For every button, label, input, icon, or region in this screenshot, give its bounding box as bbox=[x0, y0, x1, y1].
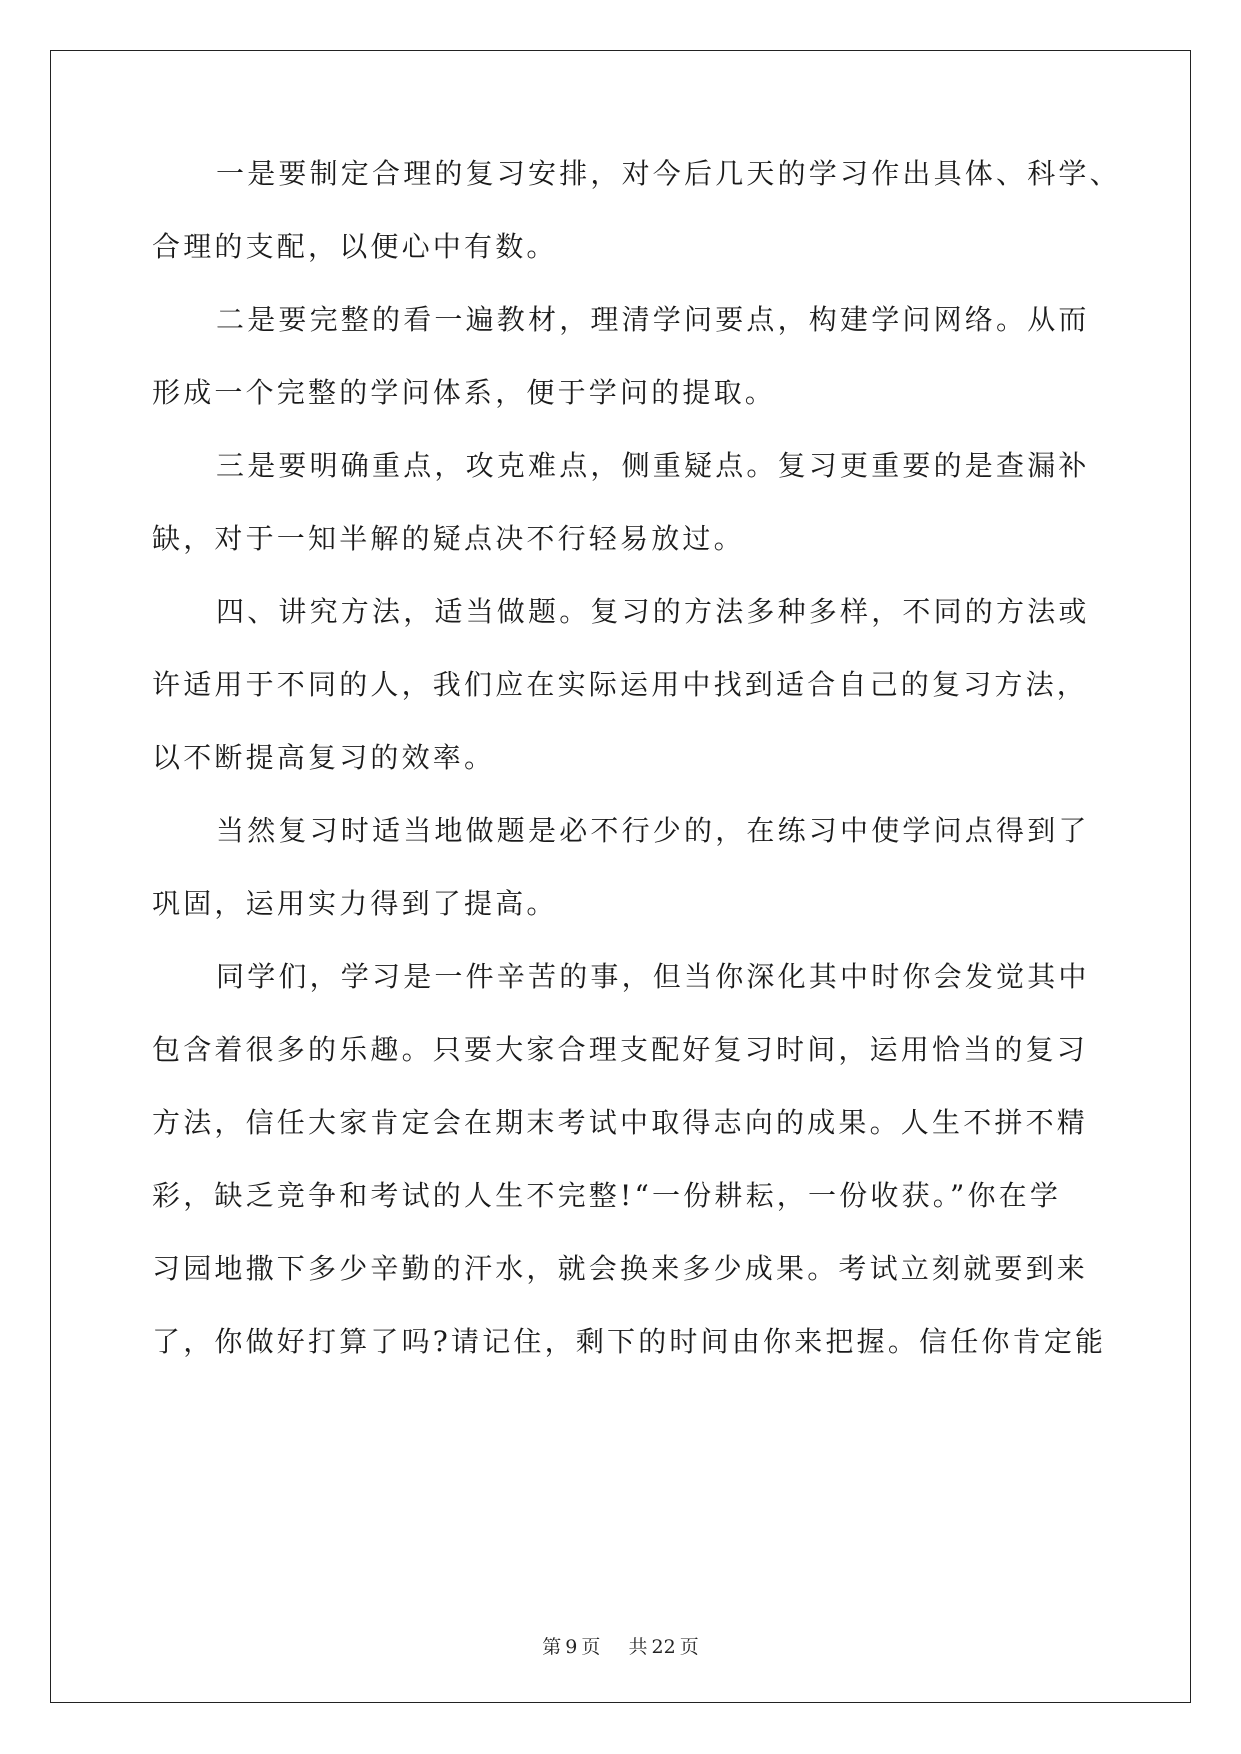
text-line: 许适用于不同的人，我们应在实际运用中找到适合自己的复习方法， bbox=[152, 668, 1089, 701]
text-line: 形成一个完整的学问体系，便于学问的提取。 bbox=[152, 376, 777, 409]
text-line: 了，你做好打算了吗?请记住，剩下的时间由你来把握。信任你肯定能 bbox=[152, 1325, 1107, 1358]
text-line: 以不断提高复习的效率。 bbox=[152, 741, 496, 774]
page-label-suffix: 页 bbox=[581, 1636, 601, 1658]
page-border bbox=[50, 50, 1191, 1703]
text-line: 包含着很多的乐趣。只要大家合理支配好复习时间，运用恰当的复习 bbox=[152, 1033, 1089, 1066]
text-line: 方法，信任大家肯定会在期末考试中取得志向的成果。人生不拼不精 bbox=[152, 1106, 1089, 1139]
text-line: 同学们，学习是一件辛苦的事，但当你深化其中时你会发觉其中 bbox=[216, 960, 1090, 993]
page-label-prefix: 第 bbox=[542, 1636, 562, 1658]
text-line: 习园地撒下多少辛勤的汗水，就会换来多少成果。考试立刻就要到来 bbox=[152, 1252, 1089, 1285]
text-line: 巩固，运用实力得到了提高。 bbox=[152, 887, 558, 920]
total-pages: 22 bbox=[651, 1636, 676, 1658]
text-line: 一是要制定合理的复习安排，对今后几天的学习作出具体、科学、 bbox=[216, 157, 1121, 190]
text-line: 四、讲究方法，适当做题。复习的方法多种多样，不同的方法或 bbox=[216, 595, 1090, 628]
page-footer bbox=[0, 1632, 1241, 1659]
total-label-prefix: 共 bbox=[628, 1636, 648, 1658]
text-line: 彩，缺乏竞争和考试的人生不完整!“一份耕耘，一份收获。”你在学 bbox=[152, 1179, 1062, 1212]
total-label-suffix: 页 bbox=[679, 1636, 699, 1658]
text-line: 二是要完整的看一遍教材，理清学问要点，构建学问网络。从而 bbox=[216, 303, 1090, 336]
text-line: 合理的支配，以便心中有数。 bbox=[152, 230, 558, 263]
page-number: 9 bbox=[565, 1636, 578, 1658]
text-line: 三是要明确重点，攻克难点，侧重疑点。复习更重要的是查漏补 bbox=[216, 449, 1090, 482]
text-line: 当然复习时适当地做题是必不行少的，在练习中使学问点得到了 bbox=[216, 814, 1090, 847]
text-line: 缺，对于一知半解的疑点决不行轻易放过。 bbox=[152, 522, 745, 555]
